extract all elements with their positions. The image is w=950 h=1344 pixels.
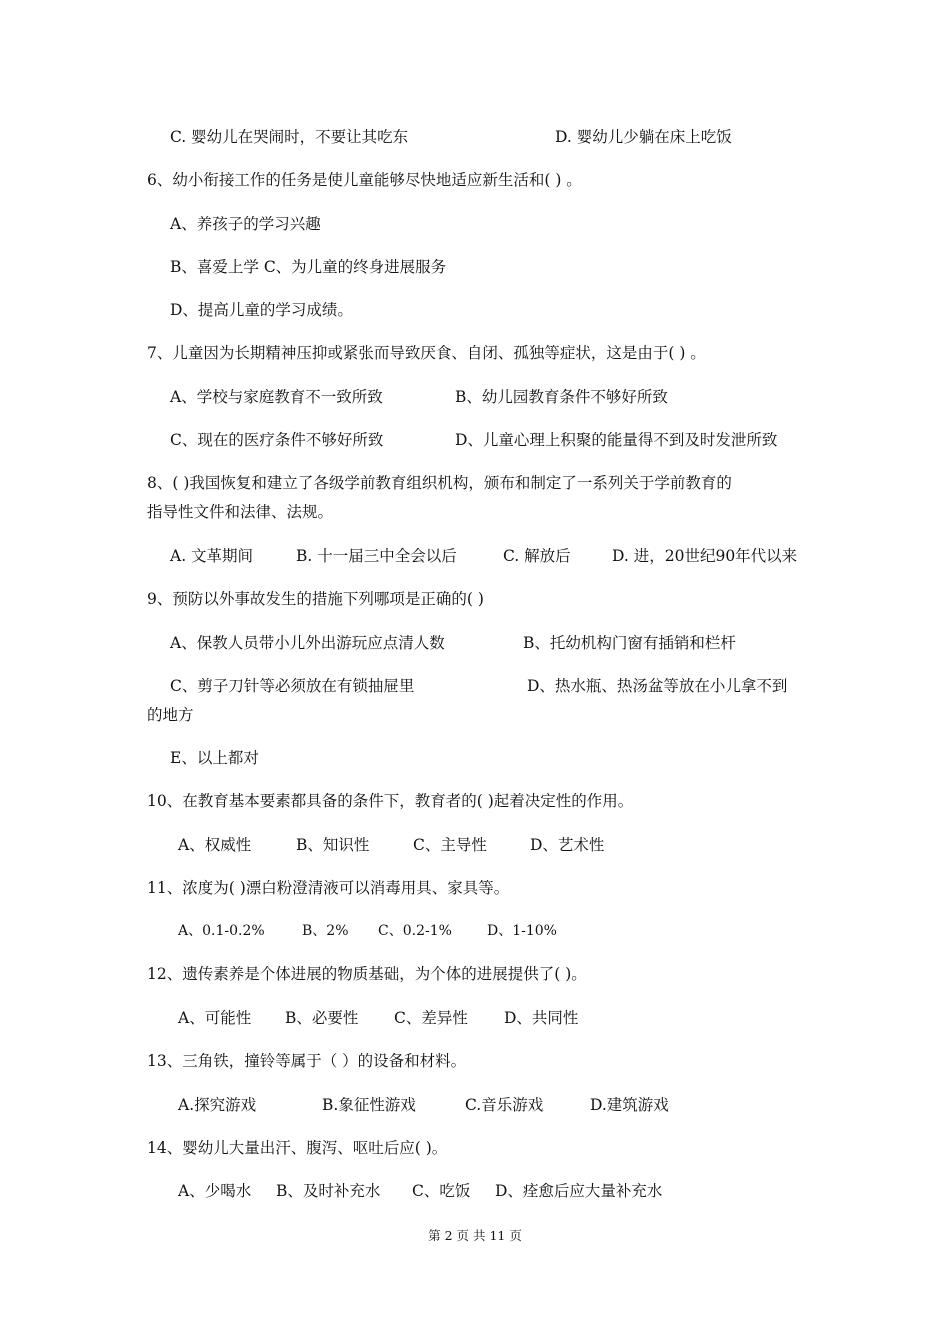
- q10-option-c: C、主导性: [413, 836, 487, 854]
- q14-option-d: D、痊愈后应大量补充水: [495, 1182, 663, 1200]
- q8-stem-line2: 指导性文件和法律、法规。: [147, 503, 334, 521]
- q10-option-a: A、权威性: [178, 836, 252, 854]
- q14-option-b: B、及时补充水: [276, 1182, 381, 1200]
- q5-option-d: D. 婴幼儿少躺在床上吃饭: [555, 128, 732, 146]
- q11-option-d: D、1-10%: [487, 923, 557, 939]
- q14-option-a: A、少喝水: [178, 1182, 252, 1200]
- q11-option-c: C、0.2-1%: [378, 923, 452, 939]
- q9-option-a: A、保教人员带小儿外出游玩应点清人数: [170, 634, 445, 652]
- q14-stem: 14、婴幼儿大量出汗、腹泻、呕吐后应( )。: [147, 1139, 448, 1157]
- q12-option-d: D、共同性: [504, 1009, 579, 1027]
- q9-option-c: C、剪子刀针等必须放在有锁抽屉里: [170, 677, 415, 695]
- q5-option-c: C. 婴幼儿在哭闹时，不要让其吃东: [170, 128, 409, 146]
- q10-option-b: B、知识性: [296, 836, 370, 854]
- q7-option-b: B、幼儿园教育条件不够好所致: [455, 388, 668, 406]
- q11-option-a: A、0.1-0.2%: [178, 923, 265, 939]
- q8-option-d: D. 进，20世纪90年代以来: [612, 547, 798, 565]
- q7-stem: 7、儿童因为长期精神压抑或紧张而导致厌食、自闭、孤独等症状，这是由于( ) 。: [147, 344, 706, 362]
- q8-option-c: C. 解放后: [503, 547, 571, 565]
- q13-option-a: A.探究游戏: [178, 1096, 257, 1114]
- q8-option-a: A. 文革期间: [170, 547, 254, 565]
- q6-stem: 6、幼小衔接工作的任务是使儿童能够尽快地适应新生活和( ) 。: [147, 171, 582, 189]
- q9-option-e: E、以上都对: [170, 749, 259, 767]
- q14-option-c: C、吃饭: [412, 1182, 471, 1200]
- q9-stem: 9、预防以外事故发生的措施下列哪项是正确的( ): [147, 590, 484, 608]
- q8-option-b: B. 十一届三中全会以后: [296, 547, 457, 565]
- q13-option-c: C.音乐游戏: [465, 1096, 544, 1114]
- q9-option-d-continuation: 的地方: [147, 706, 194, 724]
- q7-option-d: D、儿童心理上积聚的能量得不到及时发泄所致: [455, 431, 778, 449]
- page-footer: 第 2 页 共 11 页: [428, 1228, 522, 1243]
- q11-stem: 11、浓度为( )漂白粉澄清液可以消毒用具、家具等。: [147, 879, 510, 897]
- q6-option-a: A、养孩子的学习兴趣: [170, 215, 321, 233]
- q7-option-c: C、现在的医疗条件不够好所致: [170, 431, 384, 449]
- q13-option-b: B.象征性游戏: [322, 1096, 416, 1114]
- q12-stem: 12、遗传素养是个体进展的物质基础，为个体的进展提供了( )。: [147, 965, 587, 983]
- q9-option-d: D、热水瓶、热汤盆等放在小儿拿不到: [527, 677, 788, 695]
- q12-option-c: C、差异性: [394, 1009, 468, 1027]
- q12-option-a: A、可能性: [178, 1009, 252, 1027]
- q13-stem: 13、三角铁，撞铃等属于（ ）的设备和材料。: [147, 1052, 467, 1070]
- q11-option-b: B、2%: [302, 923, 349, 939]
- q12-option-b: B、必要性: [285, 1009, 359, 1027]
- q9-option-b: B、托幼机构门窗有插销和栏杆: [523, 634, 736, 652]
- q7-option-a: A、学校与家庭教育不一致所致: [170, 388, 383, 406]
- q10-option-d: D、艺术性: [530, 836, 605, 854]
- q8-stem-line1: 8、( )我国恢复和建立了各级学前教育组织机构，颁布和制定了一系列关于学前教育的: [147, 474, 732, 492]
- q10-stem: 10、在教育基本要素都具备的条件下，教育者的( )起着决定性的作用。: [147, 792, 634, 810]
- q6-option-bc: B、喜爱上学 C、为儿童的终身进展服务: [170, 258, 447, 276]
- q6-option-d: D、提高儿童的学习成绩。: [170, 301, 353, 319]
- q13-option-d: D.建筑游戏: [590, 1096, 669, 1114]
